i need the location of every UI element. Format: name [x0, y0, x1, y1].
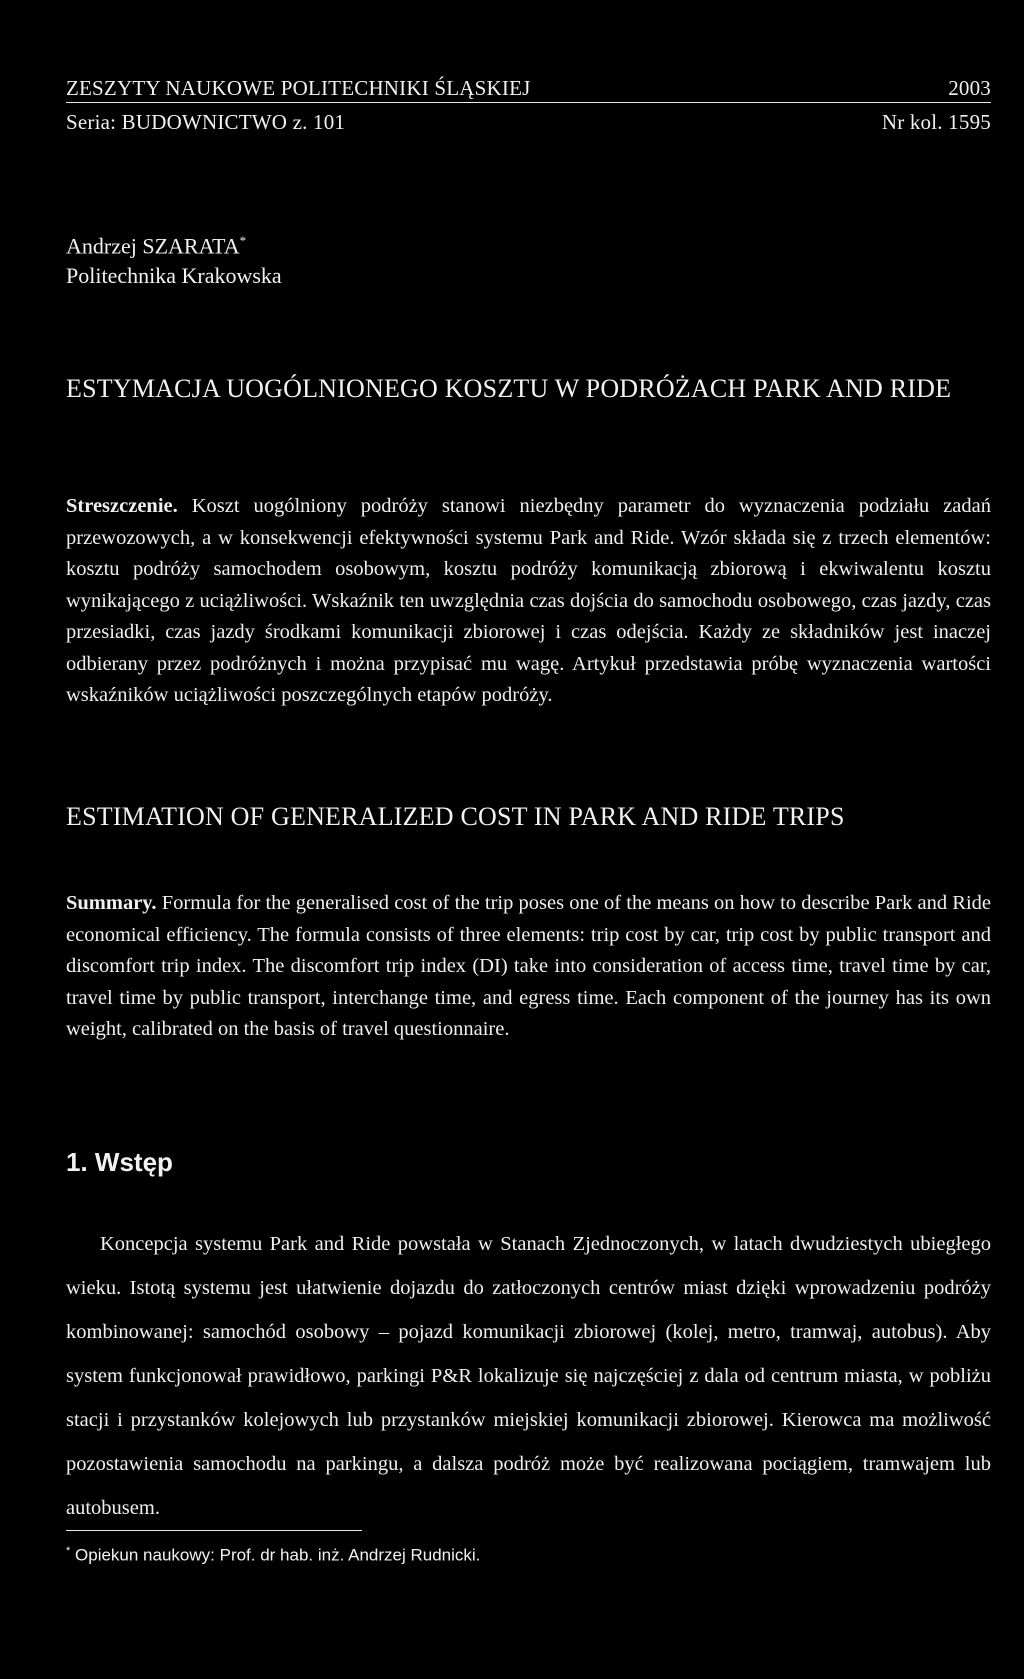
title-en: ESTIMATION OF GENERALIZED COST IN PARK AND RIDE TRIPS: [66, 802, 845, 831]
abstract-en-label: Summary.: [66, 892, 157, 914]
author-footnote-mark: *: [239, 233, 247, 248]
footnote-mark: *: [66, 1545, 71, 1557]
abstract-pl-text: Koszt uogólniony podróży stanowi niezbędny parametr do wyznaczenia podziału zadań przewozowych, a w konsekwencji efektywności systemu Park and Ride. Wzór składa się z trzech elementów: kosztu podróży samochodem osobowym, kosztu podróży komunikacją zbiorową i ekwiwalentu kosztu wynikającego z uciążliwości. Wskaźnik ten uwzględnia czas dojścia do samochodu osobowego, czas jazdy, czas przesiadki, czas jazdy środkami komunikacji zbiorowej i czas odejścia. Każdy ze składników jest inaczej odbierany przez podróżnych i można przypisać mu wagę. Artykuł przedstawia próbę wyznaczenia wartości wskaźników uciążliwości poszczególnych etapów podróży.: [66, 495, 992, 706]
section-heading: 1. Wstęp: [66, 1147, 173, 1177]
journal-issue: Nr kol. 1595: [881, 110, 991, 134]
journal-series: Seria: BUDOWNICTWO z. 101: [66, 110, 346, 134]
author-name: Andrzej SZARATA: [66, 233, 240, 259]
footnote-text: Opiekun naukowy: Prof. dr hab. inż. Andrzej Rudnicki.: [75, 1545, 481, 1565]
author-line: [66, 233, 246, 259]
footnote-rule: [66, 1530, 362, 1531]
footnote: [66, 1545, 480, 1566]
title-pl: ESTYMACJA UOGÓLNIONEGO KOSZTU W PODRÓŻACH PARK AND RIDE: [66, 374, 952, 403]
header-rule: [66, 102, 991, 103]
section-body: Koncepcja systemu Park and Ride powstała w Stanach Zjednoczonych, w latach dwudziestych ubiegłego wieku. Istotą systemu jest ułatwienie dojazdu do zatłoczonych centrów miast dzięki wprowadzeniu podróży kombinowanej: samochód osobowy – pojazd komunikacji zbiorowej (kolej, metro, tramwaj, autobus). Aby system funkcjonował prawidłowo, parkingi P&R lokalizuje się najczęściej z dala od centrum miasta, w pobliżu stacji i przystanków kolejowych lub przystanków miejskiej komunikacji zbiorowej. Kierowca ma możliwość pozostawienia samochodu na parkingu, a dalsza podróż może być realizowana pociągiem, tramwajem lub autobusem.: [66, 1233, 991, 1519]
abstract-en: [66, 888, 991, 1046]
journal-year: 2003: [948, 76, 991, 100]
abstract-en-text: Formula for the generalised cost of the trip poses one of the means on how to describe Park and Ride economical efficiency. The formula consists of three elements: trip cost by car, trip cost by public transport and discomfort trip index. The discomfort trip index (DI) take into consideration of access time, travel time by car, travel time by public transport, interchange time, and egress time. Each component of the journey has its own weight, calibrated on the basis of travel questionnaire.: [66, 892, 992, 1040]
journal-name: ZESZYTY NAUKOWE POLITECHNIKI ŚLĄSKIEJ: [66, 76, 531, 100]
abstract-pl: [66, 491, 991, 712]
author-affiliation: Politechnika Krakowska: [66, 263, 282, 288]
abstract-pl-label: Streszczenie.: [66, 495, 178, 517]
